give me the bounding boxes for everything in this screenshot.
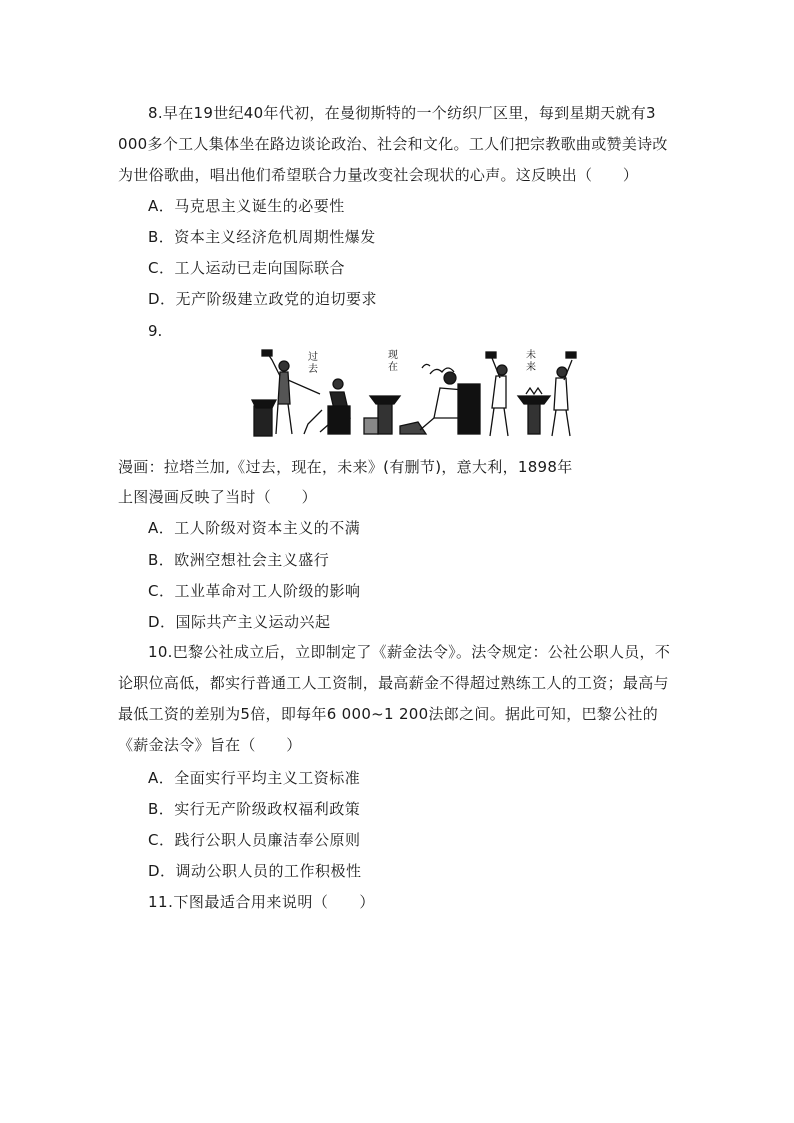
question-8-stem: 8.早在19世纪40年代初，在曼彻斯特的一个纺织厂区里，每到星期天就有3 000多个工人集体坐在路边谈论政治、社会和文化。工人们把宗教歌曲或赞美诗改为世俗歌曲，唱出他们希望联合力量改变社会现状的心声。这反映出（ ） <box>118 104 668 184</box>
question-8-option-a: A．马克思主义诞生的必要性 <box>148 197 345 215</box>
label-present-char2: 在 <box>388 362 398 373</box>
question-10-stem: 10.巴黎公社成立后，立即制定了《薪金法令》。法令规定：公社公职人员，不论职位高低，都实行普通工人工资制，最高薪金不得超过熟练工人的工资；最高与最低工资的差别为5倍，即每年6 000~1 200法郎之间。据此可知，巴黎公社的《薪金法令》旨在（ ） <box>118 643 671 754</box>
label-past-char1: 过 <box>308 352 318 363</box>
question-11-stem: 11.下图最适合用来说明（ ） <box>148 893 375 911</box>
question-9-stem: 上图漫画反映了当时（ ） <box>118 488 317 506</box>
cartoon-past-present-future <box>250 348 580 440</box>
label-future-char2: 来 <box>526 362 536 373</box>
question-10-option-d: D．调动公职人员的工作积极性 <box>148 862 362 880</box>
question-9-option-a: A．工人阶级对资本主义的不满 <box>148 519 361 537</box>
label-past-char2: 去 <box>308 364 318 375</box>
question-10-option-a: A．全面实行平均主义工资标准 <box>148 769 361 787</box>
question-9-option-b: B．欧洲空想社会主义盛行 <box>148 551 330 569</box>
question-8-option-b: B．资本主义经济危机周期性爆发 <box>148 228 376 246</box>
question-8-option-d: D．无产阶级建立政党的迫切要求 <box>148 290 378 308</box>
question-9-caption: 漫画：拉塔兰加,《过去，现在，未来》(有删节)，意大利，1898年 <box>118 458 573 476</box>
question-9-option-d: D．国际共产主义运动兴起 <box>148 613 331 631</box>
scene-past <box>252 350 350 436</box>
question-10-option-c: C．践行公职人员廉洁奉公原则 <box>148 831 361 849</box>
question-9-number: 9. <box>148 322 163 340</box>
question-9-option-c: C．工业革命对工人阶级的影响 <box>148 582 361 600</box>
label-present-char1: 现 <box>388 350 398 361</box>
question-8-option-c: C．工人运动已走向国际联合 <box>148 259 345 277</box>
scene-present <box>364 364 480 434</box>
question-10-option-b: B．实行无产阶级政权福利政策 <box>148 800 361 818</box>
label-future-char1: 未 <box>526 350 536 361</box>
